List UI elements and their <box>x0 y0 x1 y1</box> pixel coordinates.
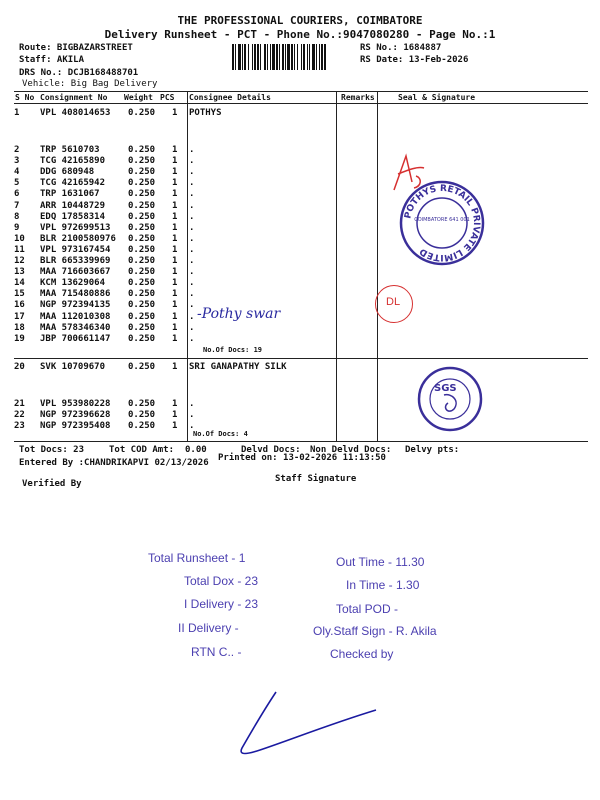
oly-staff-sign: Oly.Staff Sign - R. Akila <box>313 624 437 638</box>
verified-by: Verified By <box>22 479 82 489</box>
col-divider-remarks <box>336 91 337 441</box>
cell-consignment-no: SVK 10709670 <box>40 362 106 372</box>
cell-sno: 14 <box>14 278 25 289</box>
barcode-bar <box>285 44 286 70</box>
cell-consignment-no: VPL 973167454 <box>40 244 111 255</box>
barcode-bar <box>303 44 305 70</box>
cell-sno: 11 <box>14 244 25 255</box>
cell-consignee-details: . <box>189 222 195 233</box>
pothys-stamp <box>398 179 486 267</box>
cell-consignee-details: . <box>189 278 195 289</box>
cell-sno: 21 <box>14 399 25 409</box>
sgs-stamp <box>404 365 496 433</box>
cell-weight: 0.250 <box>128 189 156 200</box>
cell-consignee-details: . <box>189 399 195 409</box>
rtn-count: RTN C.. - <box>191 645 242 659</box>
cell-weight: 0.250 <box>128 200 156 211</box>
cell-consignee-details: . <box>189 322 195 333</box>
cell-weight: 0.250 <box>128 233 156 244</box>
cell-sno: 13 <box>14 267 25 278</box>
cell-pcs: 1 <box>172 333 178 344</box>
barcode-bar <box>254 44 256 70</box>
cell-sno: 16 <box>14 300 25 311</box>
barcode-bar <box>301 44 302 70</box>
cell-pcs: 1 <box>172 278 178 289</box>
cell-consignment-no: JBP 700661147 <box>40 333 111 344</box>
cell-consignee-details: . <box>189 256 195 266</box>
group2-docs: No.Of Docs: 4 <box>193 430 248 438</box>
barcode-bar <box>309 44 310 70</box>
cell-weight: 0.250 <box>128 333 156 344</box>
cell-pcs: 1 <box>172 167 178 178</box>
cell-consignment-no: BLR 2100580976 <box>40 233 116 244</box>
cell-sno: 18 <box>14 322 25 333</box>
rs-date: RS Date: 13-Feb-2026 <box>360 55 469 65</box>
company-name: THE PROFESSIONAL COURIERS, COIMBATORE <box>177 14 423 27</box>
cell-weight: 0.250 <box>128 244 156 255</box>
cell-weight: 0.250 <box>128 278 156 289</box>
checked-by: Checked by <box>330 647 394 661</box>
cell-consignee-details: . <box>189 300 195 311</box>
red-circle-mark <box>375 285 413 323</box>
cell-pcs: 1 <box>172 178 178 189</box>
cell-sno: 8 <box>14 211 20 222</box>
cell-consignment-no: TRP 1631067 <box>40 189 100 200</box>
barcode-bar <box>252 44 253 70</box>
cell-consignee-details: . <box>189 156 195 167</box>
in-time: In Time - 1.30 <box>346 578 420 592</box>
drs-no: DRS No.: DCJB168488701 <box>19 68 139 78</box>
col-header-consignee: Consignee Details <box>189 93 271 102</box>
non-delvd-docs: Non Delvd Docs: <box>310 445 392 455</box>
second-delivery: II Delivery - <box>178 621 239 635</box>
cell-consignment-no: VPL 408014653 <box>40 108 111 118</box>
cell-pcs: 1 <box>172 410 178 421</box>
cell-pcs: 1 <box>172 244 178 255</box>
barcode-bar <box>294 44 295 70</box>
cell-consignee-details: . <box>189 167 195 178</box>
cell-pcs: 1 <box>172 233 178 244</box>
cell-pcs: 1 <box>172 189 178 200</box>
cell-weight: 0.250 <box>128 211 156 222</box>
cell-consignment-no: BLR 665339969 <box>40 256 111 266</box>
barcode-bar <box>312 44 315 70</box>
total-runsheet: Total Runsheet - 1 <box>148 551 246 565</box>
cell-weight: 0.250 <box>128 410 156 421</box>
cell-consignment-no: MAA 112010308 <box>40 311 111 322</box>
total-dox: Total Dox - 23 <box>184 574 259 588</box>
barcode-bar <box>235 44 236 70</box>
red-circle-text: DL <box>386 296 401 308</box>
barcode-bar <box>307 44 308 70</box>
cell-consignment-no: TRP 5610703 <box>40 145 100 155</box>
cell-sno: 2 <box>14 145 20 155</box>
cell-weight: 0.250 <box>128 399 156 409</box>
cell-weight: 0.250 <box>128 156 156 167</box>
cell-consignee-details: . <box>189 189 195 200</box>
cell-consignee-details: . <box>189 421 195 432</box>
cell-sno: 4 <box>14 167 20 178</box>
cell-sno: 19 <box>14 333 25 344</box>
cell-consignee-details: . <box>189 267 195 278</box>
cell-sno: 17 <box>14 311 25 322</box>
group-separator <box>14 358 588 359</box>
barcode-bar <box>242 44 243 70</box>
cell-consignment-no: NGP 972395408 <box>40 421 111 432</box>
col-header-remarks: Remarks <box>341 93 375 102</box>
cell-pcs: 1 <box>172 300 178 311</box>
barcode-bar <box>264 44 266 70</box>
tot-cod-label: Tot COD Amt: <box>109 445 175 455</box>
first-delivery: I Delivery - 23 <box>184 597 259 611</box>
vehicle: Vehicle: Big Bag Delivery <box>22 79 158 89</box>
cell-sno: 12 <box>14 256 25 266</box>
route: Route: BIGBAZARSTREET <box>19 43 133 53</box>
barcode-bar <box>321 44 323 70</box>
tot-docs: Tot Docs: 23 <box>19 445 85 455</box>
col-header-pcs: PCS <box>160 93 175 102</box>
cell-pcs: 1 <box>172 222 178 233</box>
cell-pcs: 1 <box>172 399 178 409</box>
staff: Staff: AKILA <box>19 55 85 65</box>
printed-on: Printed on: 13-02-2026 11:13:50 <box>218 453 386 463</box>
cell-weight: 0.250 <box>128 167 156 178</box>
barcode-bar <box>316 44 317 70</box>
col-header-seal: Seal & Signature <box>398 93 476 102</box>
svg-text:POTHYS RETAIL PRIVATE LIMITED: POTHYS RETAIL PRIVATE LIMITED <box>403 183 482 263</box>
col-divider-seal <box>377 91 378 441</box>
cell-sno: 20 <box>14 362 25 372</box>
cell-sno: 23 <box>14 421 25 432</box>
cell-pcs: 1 <box>172 200 178 211</box>
cell-pcs: 1 <box>172 108 178 118</box>
barcode-bar <box>270 44 271 70</box>
cell-consignee-details: . <box>189 244 195 255</box>
cell-sno: 1 <box>14 108 20 118</box>
out-time: Out Time - 11.30 <box>336 555 425 569</box>
cell-pcs: 1 <box>172 421 178 432</box>
barcode-bar <box>297 44 298 70</box>
cell-consignee-details: . <box>189 145 195 155</box>
group1-consignee: POTHYS <box>189 108 222 118</box>
cell-consignee-details: . <box>189 211 195 222</box>
cell-consignment-no: KCM 13629064 <box>40 278 106 289</box>
barcode-bar <box>244 44 246 70</box>
rs-no: RS No.: 1684887 <box>360 43 442 53</box>
cell-weight: 0.250 <box>128 267 156 278</box>
cell-consignment-no: ARR 10448729 <box>40 200 106 211</box>
cell-weight: 0.250 <box>128 178 156 189</box>
barcode-bar <box>279 44 280 70</box>
cell-sno: 10 <box>14 233 25 244</box>
cell-pcs: 1 <box>172 211 178 222</box>
cell-weight: 0.250 <box>128 108 156 118</box>
table-top-border <box>14 91 588 92</box>
cell-weight: 0.250 <box>128 222 156 233</box>
barcode-image <box>232 44 354 70</box>
cell-consignment-no: DDG 680948 <box>40 167 95 178</box>
cell-sno: 9 <box>14 222 20 233</box>
cell-weight: 0.250 <box>128 421 156 432</box>
table-header-border <box>14 103 588 104</box>
barcode-bar <box>267 44 268 70</box>
col-header-consignment: Consignment No <box>40 93 108 102</box>
cell-consignment-no: MAA 578346340 <box>40 322 111 333</box>
barcode-bar <box>260 44 261 70</box>
cell-consignment-no: MAA 716603667 <box>40 267 111 278</box>
svg-text:SGS: SGS <box>434 383 457 394</box>
group1-docs: No.Of Docs: 19 <box>203 346 263 354</box>
cell-pcs: 1 <box>172 156 178 167</box>
cell-consignee-details: . <box>189 333 195 344</box>
cell-consignee-details: . <box>189 311 195 322</box>
cell-consignee-details: . <box>189 178 195 189</box>
col-divider-consignee <box>187 91 188 441</box>
cell-sno: 7 <box>14 200 20 211</box>
barcode-bar <box>238 44 241 70</box>
barcode-bar <box>319 44 320 70</box>
cell-consignee-details: . <box>189 289 195 300</box>
tot-cod-value: 0.00 <box>185 445 207 455</box>
cell-pcs: 1 <box>172 311 178 322</box>
cell-weight: 0.250 <box>128 311 156 322</box>
cell-pcs: 1 <box>172 256 178 266</box>
cell-consignment-no: EDQ 17858314 <box>40 211 106 222</box>
cell-weight: 0.250 <box>128 289 156 300</box>
group2-consignee: SRI GANAPATHY SILK <box>189 362 287 372</box>
delvd-docs: Delvd Docs: <box>241 445 301 455</box>
cell-sno: 22 <box>14 410 25 421</box>
barcode-bar <box>291 44 293 70</box>
cell-sno: 6 <box>14 189 20 200</box>
col-header-weight: Weight <box>124 93 153 102</box>
runsheet-subtitle: Delivery Runsheet - PCT - Phone No.:9047080280 - Page No.:1 <box>104 28 496 41</box>
entered-by: Entered By :CHANDRIKAPVI 02/13/2026 <box>19 458 209 468</box>
barcode-bar <box>282 44 284 70</box>
cell-sno: 15 <box>14 289 25 300</box>
cell-consignee-details: . <box>189 410 195 421</box>
consignee-handwritten-signature: -Pothy swar <box>197 306 281 322</box>
cell-consignee-details: . <box>189 233 195 244</box>
cell-weight: 0.250 <box>128 256 156 266</box>
cell-consignment-no: VPL 953980228 <box>40 399 111 409</box>
cell-weight: 0.250 <box>128 322 156 333</box>
total-pod: Total POD - <box>336 602 399 616</box>
cell-pcs: 1 <box>172 322 178 333</box>
staff-signature-label: Staff Signature <box>275 474 357 484</box>
cell-consignment-no: NGP 972394135 <box>40 300 111 311</box>
cell-consignment-no: TCG 42165942 <box>40 178 106 189</box>
delvy-pts: Delvy pts: <box>405 445 460 455</box>
cell-consignment-no: MAA 715480886 <box>40 289 111 300</box>
barcode-bar <box>232 44 234 70</box>
col-header-sno: S No <box>15 93 35 102</box>
cell-weight: 0.250 <box>128 145 156 155</box>
cell-pcs: 1 <box>172 267 178 278</box>
barcode-bar <box>276 44 278 70</box>
cell-weight: 0.250 <box>128 362 156 372</box>
cell-consignment-no: NGP 972396628 <box>40 410 111 421</box>
cell-pcs: 1 <box>172 145 178 155</box>
barcode-bar <box>272 44 275 70</box>
barcode-bar <box>257 44 259 70</box>
cell-sno: 3 <box>14 156 20 167</box>
barcode-bar <box>324 44 326 70</box>
svg-text:COIMBATORE 641 001: COIMBATORE 641 001 <box>414 217 470 223</box>
cell-consignment-no: TCG 42165890 <box>40 156 106 167</box>
table-bottom-border <box>14 441 588 442</box>
cell-pcs: 1 <box>172 362 178 372</box>
cell-sno: 5 <box>14 178 20 189</box>
cell-consignment-no: VPL 972699513 <box>40 222 111 233</box>
cell-pcs: 1 <box>172 289 178 300</box>
barcode-bar <box>287 44 290 70</box>
cell-consignee-details: . <box>189 200 195 211</box>
checker-signature <box>230 688 380 768</box>
barcode-bar <box>248 44 249 70</box>
cell-weight: 0.250 <box>128 300 156 311</box>
